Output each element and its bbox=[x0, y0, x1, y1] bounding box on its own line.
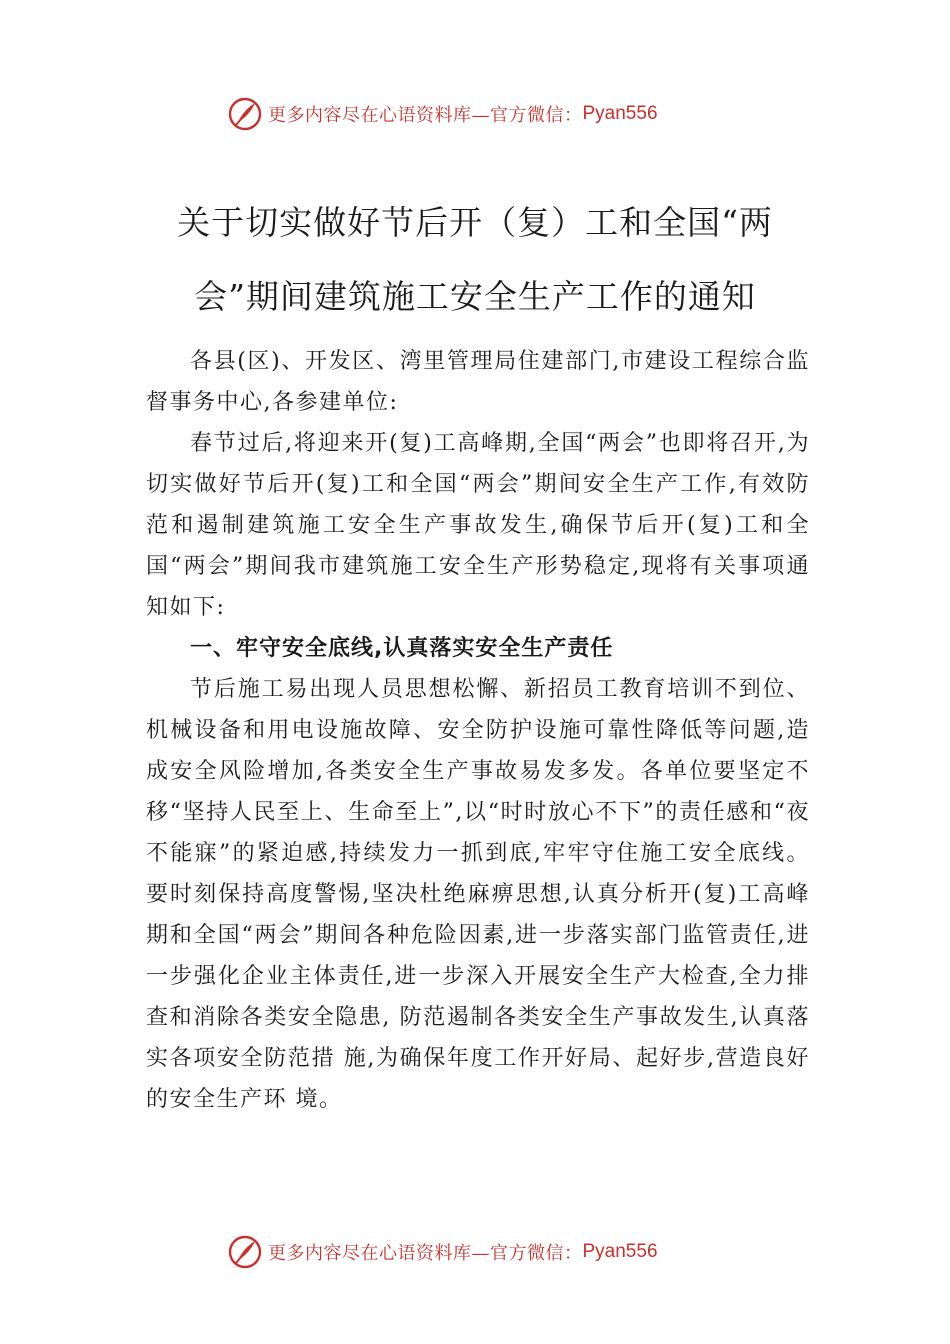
footer-watermark bbox=[0, 1232, 950, 1272]
intro-paragraph: 春节过后,将迎来开(复)工高峰期,全国“两会”也即将召开,为切实做好节后开(复)工和全国“两会”期间安全生产工作,有效防范和遏制建筑施工安全生产事故发生,确保节后开(复)工和全国“两会”期间我市建筑施工安全生产形势稳定,现将有关事项通知如下: bbox=[146, 431, 810, 620]
document-body bbox=[146, 341, 810, 1120]
watermark-contact: Pyan556 bbox=[582, 1241, 658, 1262]
quill-pen-logo-icon bbox=[228, 1235, 262, 1269]
header-watermark bbox=[0, 94, 950, 134]
document-title bbox=[130, 186, 820, 334]
watermark-text: 更多内容尽在心语资料库—官方微信： bbox=[268, 1243, 583, 1264]
salutation-paragraph: 各县(区)、开发区、湾里管理局住建部门,市建设工程综合监督事务中心,各参建单位: bbox=[146, 349, 810, 415]
quill-pen-logo-icon bbox=[228, 97, 262, 131]
watermark-contact: Pyan556 bbox=[582, 103, 658, 124]
title-line-2: 会”期间建筑施工安全生产工作的通知 bbox=[194, 277, 756, 316]
title-line-1: 关于切实做好节后开（复）工和全国“两 bbox=[177, 203, 773, 242]
watermark-text: 更多内容尽在心语资料库—官方微信： bbox=[268, 105, 583, 126]
section-1-paragraph: 节后施工易出现人员思想松懈、新招员工教育培训不到位、机械设备和用电设施故障、安全防护设施可靠性降低等问题,造成安全风险增加,各类安全生产事故易发多发。各单位要坚定不移“坚持人民至上、生命至上”,以“时时放心不下”的责任感和“夜不能寐”的紧迫感,持续发力一抓到底,牢牢守住施工安全底线。要时刻保持高度警惕,坚决杜绝麻痹思想,认真分析开(复)工高峰期和全国“两会”期间各种危险因素,进一步落实部门监管责任,进一步强化企业主体责任,进一步深入开展安全生产大检查,全力排查和消除各类安全隐患, 防范遏制各类安全生产事故发生,认真落实各项安全防范措 施,为确保年度工作开好局、起好步,营造良好的安全生产环 境。 bbox=[146, 677, 810, 1112]
section-1-heading: 一、牢守安全底线,认真落实安全生产责任 bbox=[190, 636, 614, 661]
